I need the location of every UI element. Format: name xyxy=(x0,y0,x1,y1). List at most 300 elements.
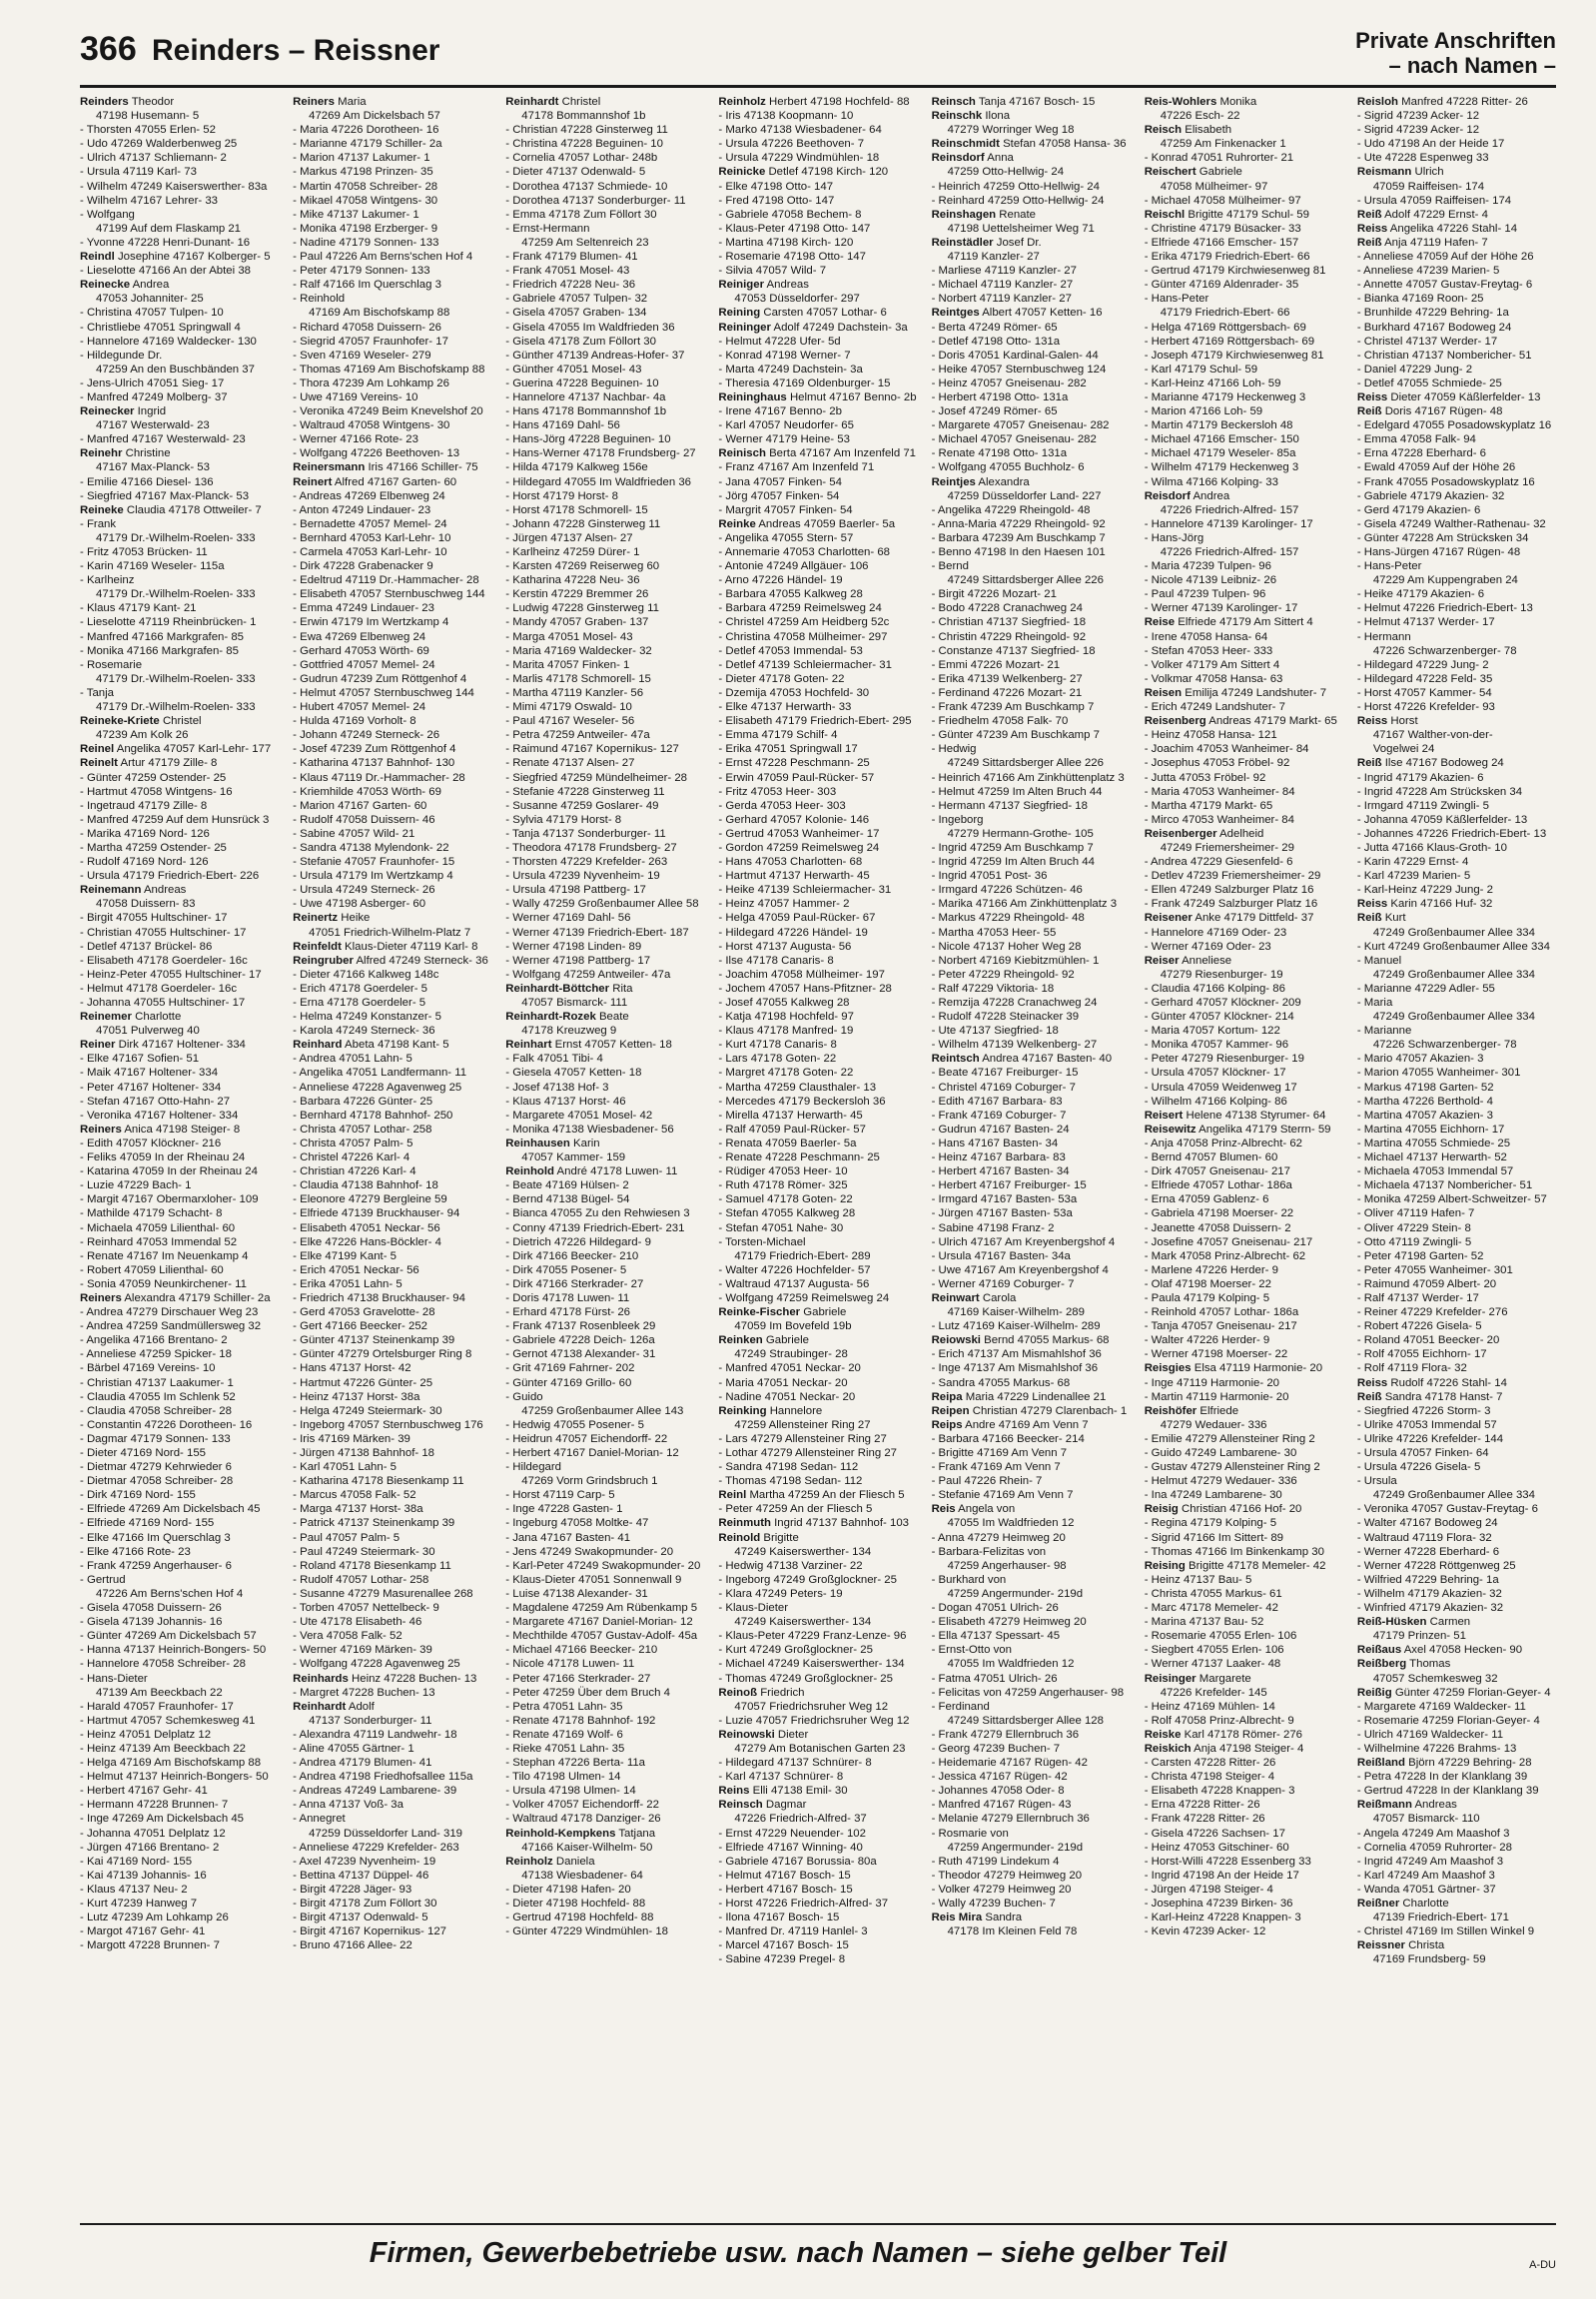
directory-entry xyxy=(1145,1249,1345,1263)
entry-text: - Marianne 47229 Adler- 55 xyxy=(1356,982,1495,995)
entry-text: - Frank 47169 Coburger- 7 xyxy=(931,1109,1067,1122)
directory-entry xyxy=(1357,813,1558,827)
entry-text: - Renata 47059 Baerler- 5a xyxy=(718,1137,857,1150)
directory-entry xyxy=(80,180,281,194)
directory-entry xyxy=(293,1221,493,1235)
surname-entry xyxy=(1357,95,1558,109)
entry-text: - Uwe 47167 Am Kreyenbergshof 4 xyxy=(931,1263,1109,1276)
directory-entry xyxy=(80,1178,281,1192)
entry-text: - Annemarie 47053 Charlotten- 68 xyxy=(718,546,891,558)
directory-entry xyxy=(1145,306,1345,320)
directory-entry xyxy=(718,799,919,813)
entry-text: - Ursula 47249 Sterneck- 26 xyxy=(293,884,435,897)
entry-text: - Ursula 47229 Windmühlen- 18 xyxy=(718,152,880,165)
directory-entry xyxy=(718,1361,919,1375)
surname-label: Reis Mira xyxy=(931,1912,983,1924)
entry-text: Iris 47166 Schiller- 75 xyxy=(365,461,478,474)
entry-text: - Elfriede 47057 Lothar- 186a xyxy=(1144,1179,1292,1192)
entry-text: - Dorothea 47137 Sonderburger- 11 xyxy=(505,194,686,207)
entry-text: - Helga 47249 Steiermark- 30 xyxy=(293,1404,442,1417)
directory-entry xyxy=(932,1559,1133,1573)
entry-text: - Anna 47279 Heimweg 20 xyxy=(931,1531,1066,1544)
entry-text: - Torben 47057 Nettelbeck- 9 xyxy=(293,1602,439,1615)
entry-text: 47226 Esch- 22 xyxy=(1160,110,1240,123)
entry-text: 47259 Otto-Hellwig- 24 xyxy=(947,166,1065,179)
surname-label: Reins xyxy=(718,1785,750,1798)
entry-text: Alfred 47167 Garten- 60 xyxy=(332,475,457,488)
entry-text: - Heinz 47139 Am Beeckbach 22 xyxy=(80,1742,246,1755)
entry-text: - Ursula 47179 Friedrich-Ebert- 226 xyxy=(80,870,260,883)
entry-text: Ingrid xyxy=(134,405,167,418)
entry-text: - Magdalene 47259 Am Rübenkamp 5 xyxy=(505,1602,698,1615)
entry-text: - Hans 47169 Dahl- 56 xyxy=(505,419,620,432)
directory-entry xyxy=(1357,1545,1558,1559)
directory-entry xyxy=(505,1081,706,1095)
entry-text: - Anneliese 47259 Spicker- 18 xyxy=(80,1348,232,1361)
directory-entry xyxy=(1357,1010,1558,1024)
directory-entry xyxy=(1145,475,1345,489)
entry-text: - Detlef 47055 Schmiede- 25 xyxy=(1356,377,1502,389)
surname-label: Reisen xyxy=(1144,686,1183,699)
entry-text: - Siegrid 47057 Fraunhofer- 17 xyxy=(293,335,448,348)
directory-entry xyxy=(1145,531,1345,545)
directory-entry xyxy=(1145,460,1345,474)
entry-text: - Manfred 47167 Rügen- 43 xyxy=(931,1799,1072,1812)
directory-entry xyxy=(80,1249,281,1263)
directory-entry xyxy=(293,1052,493,1066)
directory-entry xyxy=(80,1601,281,1615)
directory-entry xyxy=(80,1573,281,1587)
directory-entry xyxy=(1357,1038,1558,1052)
entry-text: - Eleonore 47279 Bergleine 59 xyxy=(293,1193,447,1206)
directory-entry xyxy=(932,1446,1133,1460)
entry-text: - Torsten-Michael xyxy=(718,1235,806,1248)
directory-entry xyxy=(1357,1516,1558,1530)
directory-entry xyxy=(718,573,919,587)
directory-entry xyxy=(1357,1052,1558,1066)
directory-entry xyxy=(80,1643,281,1657)
entry-text: 47167 Westerwald- 23 xyxy=(96,419,210,432)
directory-entry xyxy=(1145,644,1345,658)
entry-text: - Maria 47051 Neckar- 20 xyxy=(718,1376,848,1389)
entry-text: - Rudolf 47058 Duissern- 46 xyxy=(293,813,435,826)
entry-text: - Marga 47051 Mosel- 43 xyxy=(505,630,633,643)
entry-text: Adolf 47229 Ernst- 4 xyxy=(1381,208,1488,221)
directory-entry xyxy=(505,714,706,728)
directory-entry xyxy=(505,1784,706,1798)
entry-text: - Erich 47137 Am Mismahlshof 36 xyxy=(931,1348,1102,1361)
entry-text: - Stefanie 47057 Fraunhofer- 15 xyxy=(293,856,455,869)
entry-text: - Andrea 47259 Sandmüllersweg 32 xyxy=(80,1320,262,1333)
entry-text: - Martha 47179 Markt- 65 xyxy=(1144,799,1273,812)
entry-text: - Hedwig xyxy=(931,743,977,756)
directory-entry xyxy=(80,264,281,278)
directory-entry xyxy=(505,1643,706,1657)
directory-entry xyxy=(505,151,706,165)
surname-entry xyxy=(718,306,919,320)
entry-text: - Kai 47139 Johannis- 16 xyxy=(80,1869,207,1882)
entry-text: - Ferdinand 47226 Mozart- 21 xyxy=(931,686,1083,699)
entry-text: 47249 Großenbaumer Allee 334 xyxy=(1372,926,1535,939)
directory-entry xyxy=(505,1178,706,1192)
entry-text: 47055 Im Waldfrieden 12 xyxy=(947,1517,1075,1530)
surname-label: Reiss xyxy=(1356,1376,1388,1389)
entry-text: - Jens-Ulrich 47051 Sieg- 17 xyxy=(80,377,225,389)
entry-text: - Samuel 47178 Goten- 22 xyxy=(718,1193,853,1206)
directory-entry xyxy=(932,1573,1133,1587)
directory-entry xyxy=(932,1770,1133,1784)
directory-entry xyxy=(505,573,706,587)
entry-text: - Burkhard von xyxy=(931,1573,1007,1586)
entry-text: - Rudolf 47228 Steinacker 39 xyxy=(931,1011,1080,1024)
directory-entry xyxy=(1357,1347,1558,1361)
entry-text: - Marion 47167 Garten- 60 xyxy=(293,799,427,812)
directory-entry xyxy=(718,1376,919,1390)
directory-columns xyxy=(80,95,1558,2197)
directory-entry xyxy=(718,1460,919,1474)
directory-entry xyxy=(293,1938,493,1952)
directory-entry xyxy=(80,1615,281,1629)
entry-text: - Wilfried 47229 Behring- 1a xyxy=(1356,1573,1499,1586)
entry-text: - Wilhelm 47167 Lehrer- 33 xyxy=(80,194,219,207)
entry-text: - Theodora 47178 Frundsberg- 27 xyxy=(505,841,677,854)
directory-entry xyxy=(505,1446,706,1460)
entry-text: - Renate 47137 Alsen- 27 xyxy=(505,757,635,770)
directory-entry xyxy=(293,1643,493,1657)
entry-text: - Ingrid 47051 Post- 36 xyxy=(931,870,1048,883)
directory-entry xyxy=(80,1657,281,1671)
directory-entry xyxy=(718,1869,919,1883)
entry-text: - Jürgen 47198 Steiger- 4 xyxy=(1144,1883,1273,1896)
directory-entry xyxy=(1357,841,1558,855)
directory-entry xyxy=(80,531,281,545)
directory-entry xyxy=(293,742,493,756)
entry-text: - Heike 47057 Sternbuschweg 124 xyxy=(931,363,1107,376)
directory-entry xyxy=(718,264,919,278)
surname-label: Reinholz xyxy=(505,1855,553,1868)
entry-text: - Erna 47178 Goerdeler- 5 xyxy=(293,997,426,1009)
entry-text: - Ingrid 47228 Am Strücksken 34 xyxy=(1356,785,1523,798)
directory-entry xyxy=(80,1827,281,1841)
surname-entry xyxy=(1357,165,1558,179)
directory-entry xyxy=(1357,1812,1558,1826)
surname-entry xyxy=(718,1728,919,1742)
entry-text: - Maria 47053 Wanheimer- 84 xyxy=(1144,785,1295,798)
entry-text: - Ernst-Hermann xyxy=(505,222,590,235)
entry-text: - Ewald 47059 Auf der Höhe 26 xyxy=(1356,461,1516,474)
directory-entry xyxy=(80,1911,281,1924)
entry-text: - Siegfried 47226 Storm- 3 xyxy=(1356,1404,1491,1417)
directory-entry xyxy=(293,1883,493,1897)
entry-text: - Ursula 47239 Nyvenheim- 19 xyxy=(505,870,660,883)
entry-text: - Ingeborg 47057 Sternbuschweg 176 xyxy=(293,1418,483,1431)
directory-entry xyxy=(718,756,919,770)
directory-entry xyxy=(1357,363,1558,377)
directory-entry xyxy=(1145,587,1345,601)
directory-entry xyxy=(932,165,1133,179)
directory-column-6 xyxy=(1145,95,1345,2197)
entry-text: Renate xyxy=(996,208,1037,221)
directory-entry xyxy=(1145,151,1345,165)
entry-text: - Brigitte 47169 Am Venn 7 xyxy=(931,1447,1068,1459)
directory-entry xyxy=(932,1305,1133,1319)
entry-text: Andre 47169 Am Venn 7 xyxy=(962,1418,1089,1431)
entry-text: - Erwin 47059 Paul-Rücker- 57 xyxy=(718,771,875,784)
directory-entry xyxy=(505,1559,706,1573)
directory-entry xyxy=(1145,1192,1345,1206)
entry-text: 47199 Auf dem Flaskamp 21 xyxy=(96,222,242,235)
entry-text: - Sandra 47198 Sedan- 112 xyxy=(718,1461,859,1474)
entry-text: - Dirk 47166 Beecker- 210 xyxy=(505,1249,639,1262)
directory-entry xyxy=(1145,1095,1345,1109)
entry-text: - Hildegard 47226 Händel- 19 xyxy=(718,926,868,939)
directory-entry xyxy=(1145,771,1345,785)
entry-text: - Oliver 47119 Hafen- 7 xyxy=(1356,1207,1475,1220)
entry-text: - Helmut 47228 Ufer- 5d xyxy=(718,335,841,348)
directory-entry xyxy=(1145,1347,1345,1361)
directory-entry xyxy=(932,432,1133,446)
directory-entry xyxy=(293,1178,493,1192)
entry-text: - Friedhelm 47058 Falk- 70 xyxy=(931,715,1069,728)
directory-entry xyxy=(80,1756,281,1770)
entry-text: - Heidrun 47057 Eichendorff- 22 xyxy=(505,1432,668,1445)
entry-text: 47178 Im Kleinen Feld 78 xyxy=(947,1925,1078,1938)
directory-entry xyxy=(718,503,919,517)
directory-entry xyxy=(1357,1249,1558,1263)
surname-entry xyxy=(932,475,1133,489)
surname-entry xyxy=(1357,1686,1558,1700)
directory-entry xyxy=(505,1347,706,1361)
entry-text: Björn 47229 Behring- 28 xyxy=(1404,1757,1532,1770)
entry-text: - Dorothea 47137 Schmiede- 10 xyxy=(505,180,668,193)
directory-entry xyxy=(293,1137,493,1150)
directory-entry xyxy=(718,1418,919,1432)
entry-text: 47226 Am Berns'schen Hof 4 xyxy=(96,1587,244,1600)
directory-entry xyxy=(505,1221,706,1235)
entry-text: - Monika 47166 Markgrafen- 85 xyxy=(80,644,239,657)
directory-entry xyxy=(1145,545,1345,559)
directory-entry xyxy=(80,349,281,363)
entry-text: - Lothar 47279 Allensteiner Ring 27 xyxy=(718,1447,897,1459)
entry-text: - Ferdinand xyxy=(931,1700,990,1713)
surname-label: Reißig xyxy=(1356,1686,1392,1699)
directory-entry xyxy=(505,1714,706,1728)
entry-text: - Gerhard 47053 Wörth- 69 xyxy=(293,644,429,657)
directory-entry xyxy=(505,1024,706,1038)
entry-text: - Emilie 47279 Allensteiner Ring 2 xyxy=(1144,1432,1315,1445)
entry-text: - Waltraud 47058 Wintgens- 30 xyxy=(293,419,450,432)
directory-entry xyxy=(1145,1333,1345,1347)
directory-entry xyxy=(718,151,919,165)
surname-entry xyxy=(80,503,281,517)
entry-text: 47167 Max-Planck- 53 xyxy=(96,461,210,474)
entry-text: - Katharina 47228 Neu- 36 xyxy=(505,574,640,587)
directory-entry xyxy=(1145,883,1345,897)
entry-text: - Paul 47167 Weseler- 56 xyxy=(505,715,635,728)
entry-text: - Christian 47055 Hultschiner- 17 xyxy=(80,926,247,939)
directory-entry xyxy=(80,489,281,503)
entry-text: - Birgit 47055 Hultschiner- 17 xyxy=(80,912,228,925)
directory-entry xyxy=(1357,1066,1558,1080)
directory-entry xyxy=(80,1446,281,1460)
surname-label: Reininghaus xyxy=(718,390,787,403)
directory-entry xyxy=(1357,1164,1558,1178)
directory-entry xyxy=(932,855,1133,869)
directory-entry xyxy=(1357,335,1558,349)
directory-entry xyxy=(932,1164,1133,1178)
entry-text: - Dieter 47137 Odenwald- 5 xyxy=(505,166,646,179)
directory-entry xyxy=(718,1502,919,1516)
directory-entry xyxy=(1145,377,1345,390)
directory-entry xyxy=(932,194,1133,208)
directory-entry xyxy=(1145,517,1345,531)
directory-entry xyxy=(1357,883,1558,897)
entry-text: 47178 Bommannshof 1b xyxy=(521,110,646,123)
directory-entry xyxy=(1357,321,1558,335)
directory-entry xyxy=(293,897,493,911)
directory-entry xyxy=(718,1643,919,1657)
entry-text: - Wolfgang 47228 Agavenweg 25 xyxy=(293,1658,460,1671)
directory-entry xyxy=(80,940,281,954)
entry-text: - Rosemarie xyxy=(80,658,143,671)
directory-entry xyxy=(718,1066,919,1080)
entry-text: - Dirk 47055 Posener- 5 xyxy=(505,1263,627,1276)
directory-entry xyxy=(80,194,281,208)
entry-text: 47226 Schwarzenberger- 78 xyxy=(1372,1039,1517,1052)
directory-entry xyxy=(932,1798,1133,1812)
entry-text: - Herbert 47167 Bosch- 15 xyxy=(718,1883,853,1896)
directory-entry xyxy=(505,1531,706,1545)
entry-text: - Constanze 47137 Siegfried- 18 xyxy=(931,644,1096,657)
entry-text: 47179 Friedrich-Ebert- 289 xyxy=(734,1249,871,1262)
entry-text: - Angelika 47055 Stern- 57 xyxy=(718,531,854,544)
directory-entry xyxy=(293,165,493,179)
directory-entry xyxy=(1357,1952,1558,1966)
directory-entry xyxy=(293,1770,493,1784)
entry-text: - Hannelore 47058 Schreiber- 28 xyxy=(80,1658,246,1671)
surname-label: Reinstädler xyxy=(931,236,994,249)
entry-text: - Angela 47249 Am Maashof 3 xyxy=(1356,1827,1510,1840)
directory-entry xyxy=(1357,1206,1558,1220)
entry-text: 47053 Düsseldorfer- 297 xyxy=(734,293,860,306)
directory-entry xyxy=(80,1361,281,1375)
directory-entry xyxy=(932,1249,1133,1263)
directory-entry xyxy=(1357,771,1558,785)
entry-text: - Axel 47239 Nyvenheim- 19 xyxy=(293,1855,436,1868)
entry-text: - Rieke 47051 Lahn- 35 xyxy=(505,1742,625,1755)
surname-label: Reiss xyxy=(1356,222,1388,235)
entry-text: - Erna 47059 Gablenz- 6 xyxy=(1144,1193,1269,1206)
entry-text: - Fritz 47053 Brücken- 11 xyxy=(80,546,208,558)
surname-entry xyxy=(505,1855,706,1869)
directory-entry xyxy=(293,1347,493,1361)
directory-entry xyxy=(932,1432,1133,1446)
directory-entry xyxy=(80,1206,281,1220)
entry-text: - Kurt 47249 Großenbaumer Allee 334 xyxy=(1356,940,1550,953)
entry-text: - Heinz 47137 Horst- 38a xyxy=(293,1390,420,1403)
entry-text: - Mercedes 47179 Beckersloh 36 xyxy=(718,1095,886,1108)
entry-text: - Doris 47051 Kardinal-Galen- 44 xyxy=(931,349,1099,362)
directory-entry xyxy=(1357,1672,1558,1686)
entry-text: Tanja 47167 Bosch- 15 xyxy=(975,96,1096,108)
entry-text: - Karl-Heinz 47229 Jung- 2 xyxy=(1356,884,1493,897)
directory-entry xyxy=(80,1095,281,1109)
directory-entry xyxy=(1145,1052,1345,1066)
directory-entry xyxy=(718,489,919,503)
surname-entry xyxy=(932,137,1133,151)
entry-text: - Claudia 47138 Bahnhof- 18 xyxy=(293,1179,438,1192)
directory-entry xyxy=(80,869,281,883)
entry-text: - Mikael 47058 Wintgens- 30 xyxy=(293,194,438,207)
entry-text: - Gertrud 47053 Wanheimer- 17 xyxy=(718,827,880,840)
directory-entry xyxy=(80,475,281,489)
directory-entry xyxy=(932,559,1133,573)
surname-label: Reiner xyxy=(80,1039,116,1052)
directory-entry xyxy=(718,1446,919,1460)
directory-entry xyxy=(293,855,493,869)
directory-entry xyxy=(932,841,1133,855)
entry-text: - Marliese 47119 Kanzler- 27 xyxy=(931,265,1077,278)
entry-text: - Joachim 47053 Wanheimer- 84 xyxy=(1144,743,1309,756)
directory-entry xyxy=(1357,250,1558,264)
directory-entry xyxy=(1145,321,1345,335)
surname-label: Reinsdorf xyxy=(931,152,985,165)
directory-entry xyxy=(80,615,281,629)
directory-entry xyxy=(718,1095,919,1109)
directory-entry xyxy=(80,1024,281,1038)
entry-text: - Franz 47167 Am Inzenfeld 71 xyxy=(718,461,875,474)
surname-entry xyxy=(718,1305,919,1319)
entry-text: - Herbert 47167 Basten- 34 xyxy=(931,1165,1070,1178)
directory-entry xyxy=(293,630,493,644)
directory-entry xyxy=(1357,1488,1558,1502)
entry-text: - Reinhard 47053 Immendal 52 xyxy=(80,1235,238,1248)
entry-text: - Hulda 47169 Vorholt- 8 xyxy=(293,715,416,728)
entry-text: - Peter 47167 Holtener- 334 xyxy=(80,1081,222,1094)
directory-entry xyxy=(1357,686,1558,700)
directory-entry xyxy=(1357,954,1558,968)
entry-text: - Ingeborg xyxy=(931,813,984,826)
directory-entry xyxy=(1357,630,1558,644)
directory-entry xyxy=(718,630,919,644)
directory-entry xyxy=(505,531,706,545)
surname-entry xyxy=(80,714,281,728)
entry-text: - Erika 47051 Springwall 17 xyxy=(718,743,858,756)
directory-entry xyxy=(80,1277,281,1291)
entry-text: - Karl 47137 Schnürer- 8 xyxy=(718,1771,844,1784)
entry-text: Ilse 47167 Bodoweg 24 xyxy=(1381,757,1504,770)
surname-entry xyxy=(1357,911,1558,925)
directory-entry xyxy=(718,292,919,306)
directory-entry xyxy=(718,996,919,1010)
surname-entry xyxy=(1145,686,1345,700)
entry-text: - Katharina 47178 Biesenkamp 11 xyxy=(293,1475,464,1488)
entry-text: - Elke 47167 Sofien- 51 xyxy=(80,1053,200,1066)
entry-text: 47259 Angermunder- 219d xyxy=(947,1587,1084,1600)
directory-entry xyxy=(1145,1629,1345,1643)
entry-text: - Bärbel 47169 Vereins- 10 xyxy=(80,1362,216,1375)
entry-text: - Bernd 47057 Blumen- 60 xyxy=(1144,1151,1278,1164)
surname-label: Reininger xyxy=(718,321,771,334)
directory-entry xyxy=(718,1601,919,1615)
entry-text: - Günter 47228 Am Strücksken 34 xyxy=(1356,531,1529,544)
entry-text: - Paula 47179 Kolping- 5 xyxy=(1144,1291,1270,1304)
directory-entry xyxy=(80,123,281,137)
entry-text: 47057 Bismarck- 111 xyxy=(521,997,628,1009)
directory-entry xyxy=(80,1686,281,1700)
directory-entry xyxy=(293,1686,493,1700)
entry-text: - Tanja xyxy=(80,686,114,699)
